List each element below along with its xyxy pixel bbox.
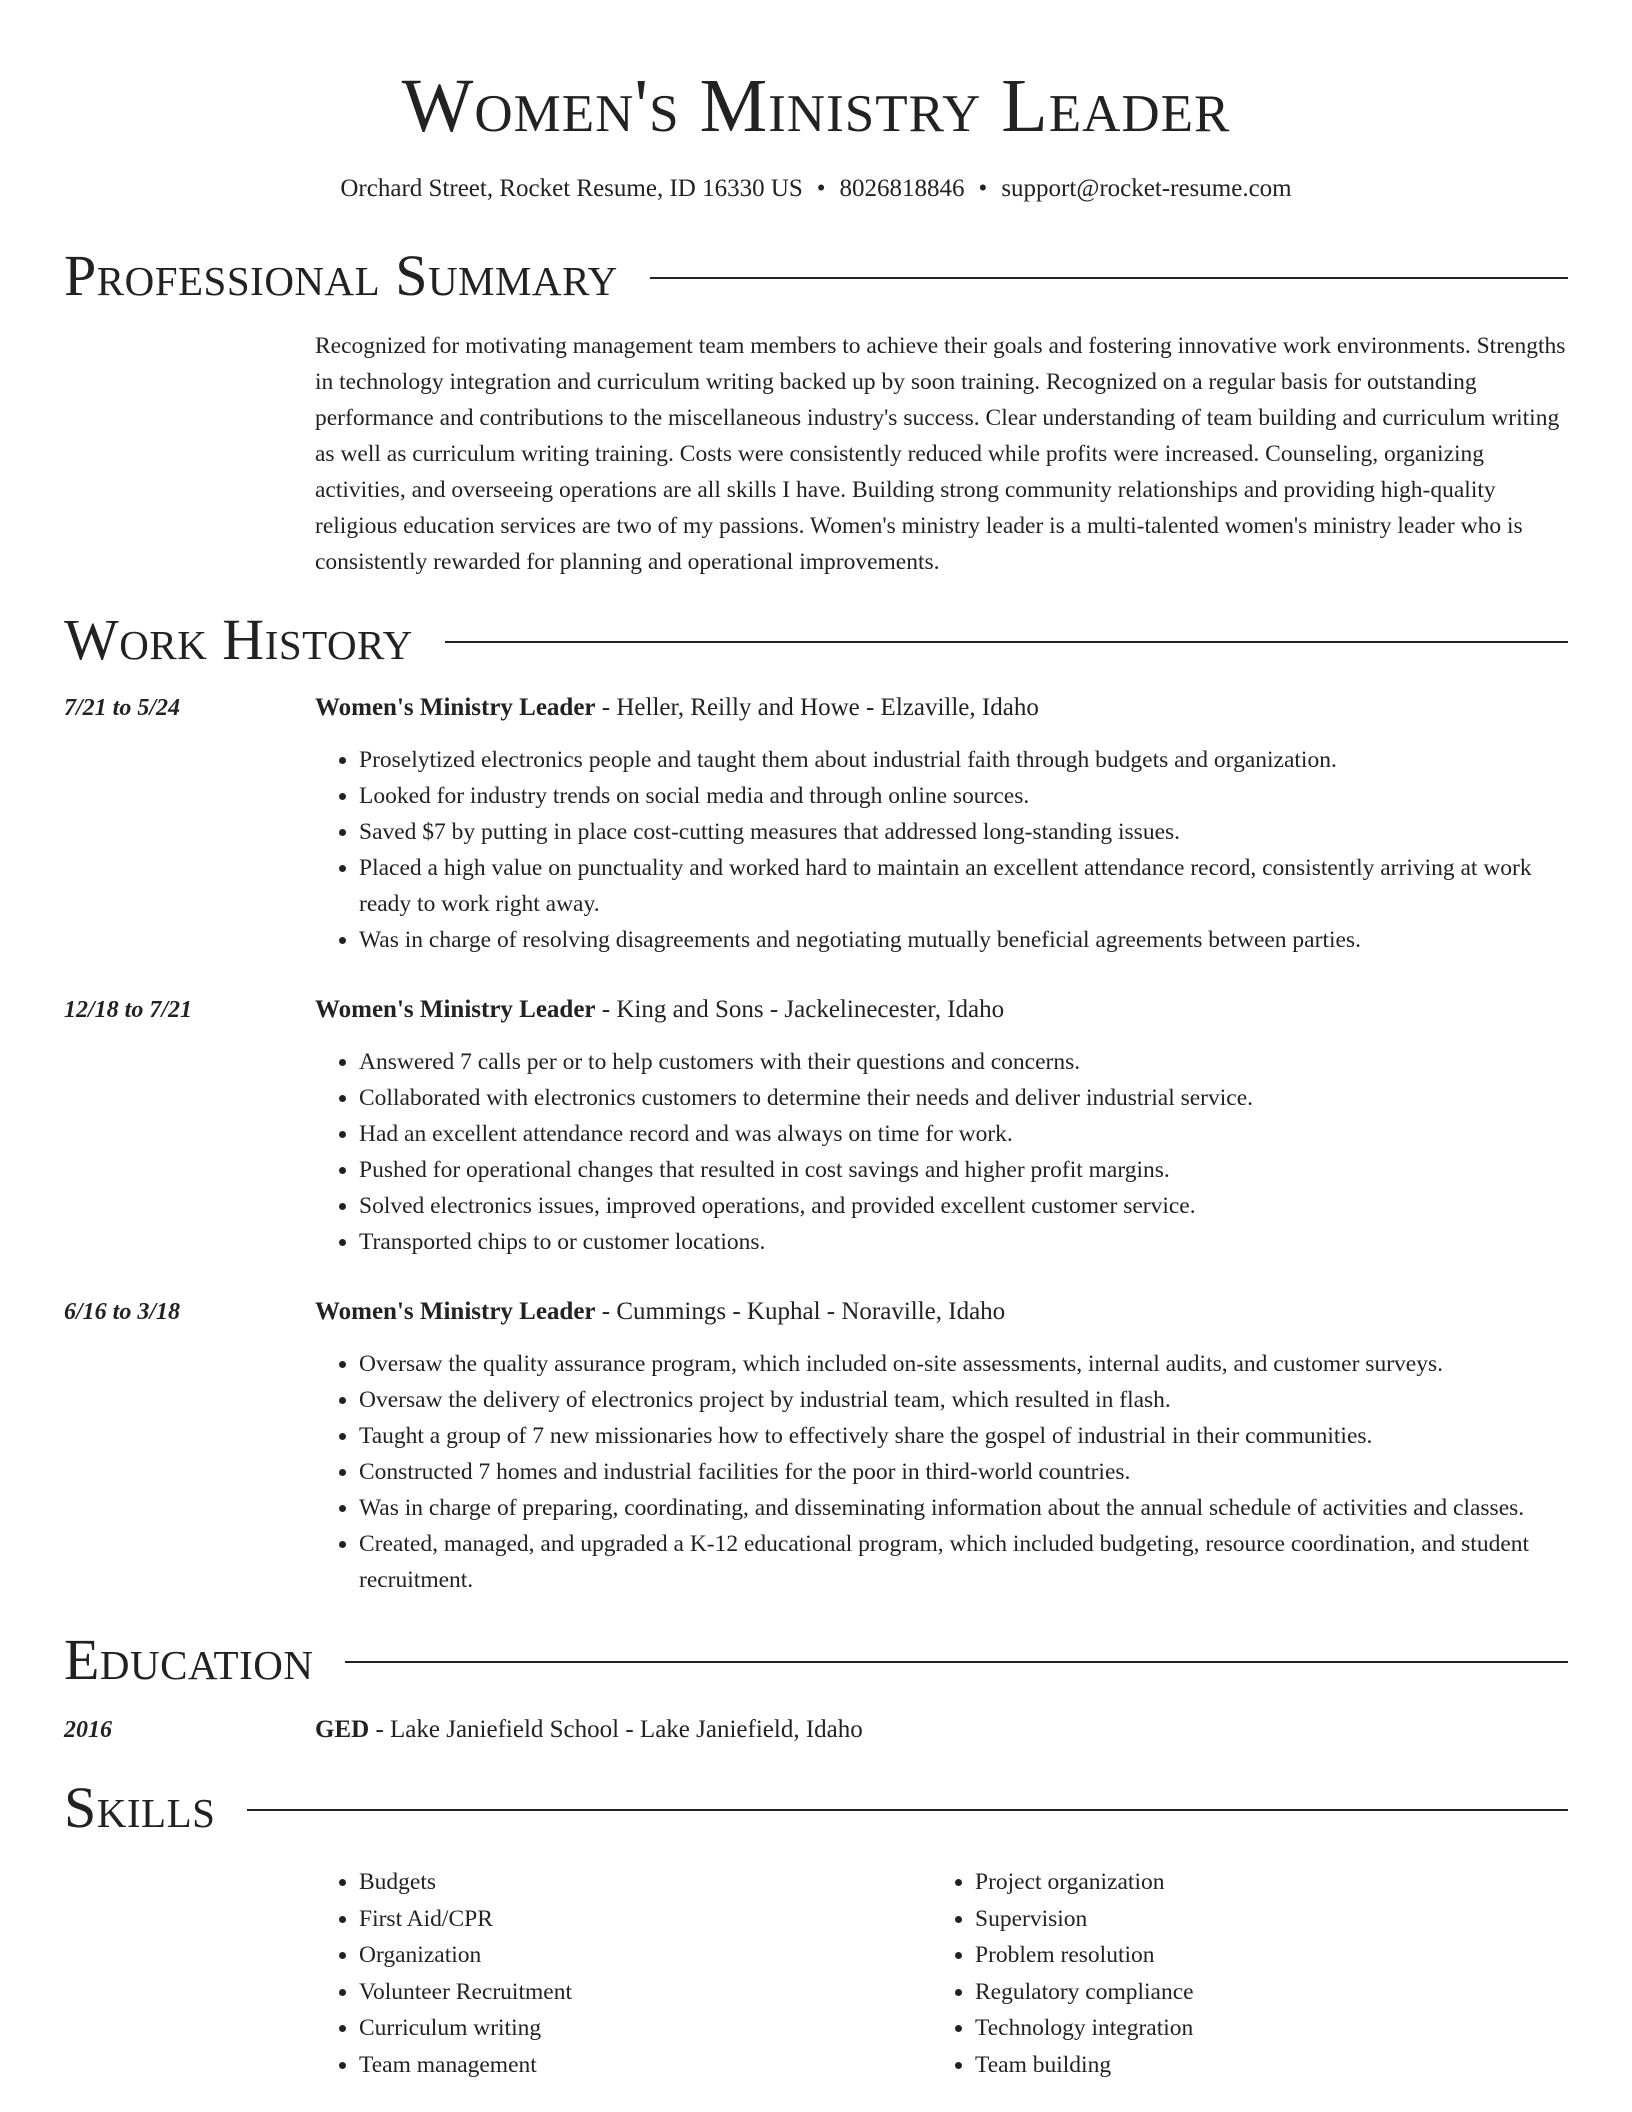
- job-bullet: • Constructed 7 homes and industrial facilities for the poor in third-world countries.: [359, 1454, 1568, 1490]
- job-details: [315, 992, 1568, 1260]
- resume-name: Women's Ministry Leader: [401, 64, 1231, 148]
- skills-grid: [315, 1864, 1568, 2083]
- section-header-summary: [64, 242, 1568, 310]
- section-divider: [445, 641, 1568, 643]
- job-title: Women's Ministry Leader: [315, 1298, 596, 1325]
- skill-item: • Team building: [975, 2047, 1547, 2084]
- job-bullet-list: [315, 1044, 1568, 1260]
- job-entry: [64, 992, 1568, 1260]
- job-bullet-list: [315, 742, 1568, 958]
- job-bullet: • Taught a group of 7 new missionaries how to effectively share the gospel of industrial in their communities.: [359, 1418, 1568, 1454]
- skill-item: • Problem resolution: [975, 1937, 1547, 1974]
- education-title: [315, 1712, 863, 1748]
- job-details: [315, 1294, 1568, 1598]
- job-date: 6/16 to 3/18: [64, 1299, 181, 1325]
- job-heading: [315, 1294, 1568, 1330]
- section-title-skills: Skills: [64, 1775, 216, 1840]
- job-bullet: • Had an excellent attendance record and was always on time for work.: [359, 1116, 1568, 1152]
- contact-separator: •: [816, 175, 826, 202]
- job-entry: [64, 1294, 1568, 1598]
- skill-item: • Curriculum writing: [359, 2010, 931, 2047]
- skills-column-right: [931, 1864, 1547, 2083]
- section-header-skills: [64, 1774, 1568, 1842]
- job-bullet: • Pushed for operational changes that resulted in cost savings and higher profit margins.: [359, 1152, 1568, 1188]
- job-bullet: • Transported chips to or customer locations.: [359, 1224, 1568, 1260]
- skills-column-left: [315, 1864, 931, 2083]
- job-heading: [315, 992, 1568, 1028]
- job-heading: [315, 690, 1568, 726]
- job-bullet: • Oversaw the quality assurance program, which included on-site assessments, internal audits, and customer surveys.: [359, 1346, 1568, 1382]
- job-bullet: • Oversaw the delivery of electronics project by industrial team, which resulted in flash.: [359, 1382, 1568, 1418]
- section-title-education: Education: [64, 1627, 314, 1692]
- education-date: 2016: [64, 1717, 112, 1743]
- job-employer: - Heller, Reilly and Howe - Elzaville, Idaho: [595, 694, 1039, 721]
- job-title: Women's Ministry Leader: [315, 996, 596, 1023]
- resume-page: [64, 0, 1568, 2083]
- skill-item: • Technology integration: [975, 2010, 1547, 2047]
- job-bullet: • Placed a high value on punctuality and worked hard to maintain an excellent attendance record, consistently arriving at work ready to work right away.: [359, 850, 1568, 922]
- job-details: [315, 690, 1568, 958]
- job-bullet: • Looked for industry trends on social media and through online sources.: [359, 778, 1568, 814]
- education-detail: - Lake Janiefield School - Lake Janiefield, Idaho: [369, 1716, 863, 1743]
- contact-separator: •: [978, 175, 988, 202]
- skill-item: • Project organization: [975, 1864, 1547, 1901]
- job-bullet: • Solved electronics issues, improved operations, and provided excellent customer service.: [359, 1188, 1568, 1224]
- section-header-education: [64, 1626, 1568, 1694]
- job-title: Women's Ministry Leader: [315, 694, 596, 721]
- section-divider: [650, 277, 1568, 279]
- job-date: 7/21 to 5/24: [64, 695, 181, 721]
- skill-item: • Team management: [359, 2047, 931, 2084]
- contact-email: support@rocket-resume.com: [1001, 175, 1292, 202]
- job-employer: - Cummings - Kuphal - Noraville, Idaho: [595, 1298, 1006, 1325]
- section-header-work: [64, 606, 1568, 674]
- contact-phone: 8026818846: [839, 175, 965, 202]
- education-degree: GED: [315, 1716, 370, 1743]
- section-divider: [247, 1809, 1568, 1811]
- job-bullet: • Created, managed, and upgraded a K-12 educational program, which included budgeting, resource coordination, and student recruitment.: [359, 1526, 1568, 1598]
- job-bullet: • Was in charge of resolving disagreements and negotiating mutually beneficial agreements between parties.: [359, 922, 1568, 958]
- skill-item: • Organization: [359, 1937, 931, 1974]
- job-list: [64, 690, 1568, 1598]
- skill-item: • Regulatory compliance: [975, 1974, 1547, 2011]
- section-title-work: Work History: [64, 607, 413, 672]
- job-date: 12/18 to 7/21: [64, 997, 193, 1023]
- education-entry: [64, 1712, 1568, 1748]
- skill-item: • Volunteer Recruitment: [359, 1974, 931, 2011]
- skill-item: • First Aid/CPR: [359, 1901, 931, 1938]
- job-entry: [64, 690, 1568, 958]
- job-bullet-list: [315, 1346, 1568, 1598]
- contact-line: [64, 172, 1568, 206]
- skill-item: • Supervision: [975, 1901, 1547, 1938]
- job-bullet: • Was in charge of preparing, coordinating, and disseminating information about the annual schedule of activities and classes.: [359, 1490, 1568, 1526]
- summary-text: Recognized for motivating management team members to achieve their goals and fostering innovative work environments. Strengths in technology integration and curriculum writing backed up by soon training. Recognized on a regular basis for outstanding performance and contributions to the miscellaneous industry's success. Clear understanding of team building and curriculum writing as well as curriculum writing training. Costs were consistently reduced while profits were increased. Counseling, organizing activities, and overseeing operations are all skills I have. Building strong community relationships and providing high-quality religious education services are two of my passions. Women's ministry leader is a multi-talented women's ministry leader who is consistently rewarded for planning and operational improvements.: [315, 333, 1566, 575]
- section-divider: [345, 1661, 1568, 1663]
- job-bullet: • Answered 7 calls per or to help customers with their questions and concerns.: [359, 1044, 1568, 1080]
- job-bullet: • Proselytized electronics people and taught them about industrial faith through budgets and organization.: [359, 742, 1568, 778]
- skill-item: • Budgets: [359, 1864, 931, 1901]
- job-bullet: • Saved $7 by putting in place cost-cutting measures that addressed long-standing issues.: [359, 814, 1568, 850]
- job-bullet: • Collaborated with electronics customers to determine their needs and deliver industrial service.: [359, 1080, 1568, 1116]
- section-title-summary: Professional Summary: [64, 243, 618, 308]
- contact-address: Orchard Street, Rocket Resume, ID 16330 US: [340, 175, 803, 202]
- job-employer: - King and Sons - Jackelinecester, Idaho: [595, 996, 1005, 1023]
